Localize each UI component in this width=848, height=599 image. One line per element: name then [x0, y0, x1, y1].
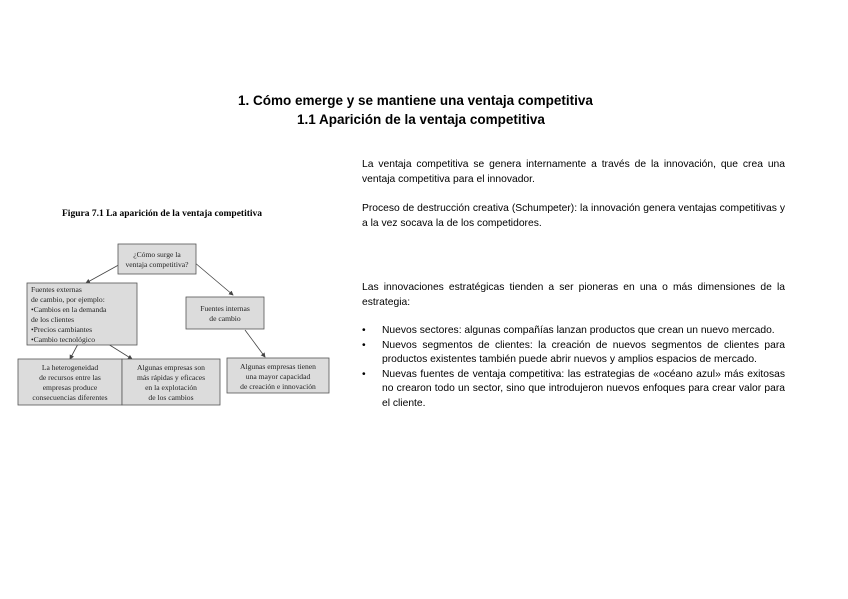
- paragraph-creative-destruction: Proceso de destrucción creativa (Schumpeter): la innovación genera ventajas competitivas y a la vez socava la de los competidores.: [362, 203, 785, 229]
- capacity-box-line: una mayor capacidad: [245, 372, 311, 381]
- heterogeneity-box-line: empresas produce: [42, 383, 98, 392]
- paragraph-internal-innovation: La ventaja competitiva se genera internamente a través de la innovación, que crea una ventaja competitiva para el innovador.: [362, 159, 785, 185]
- arrow-external-to-faster: [108, 344, 132, 359]
- list-item-text: Nuevos segmentos de clientes: la creación de nuevos segmentos de clientes para productos existentes también puede abrir nuevos y amplios espacios de mercado.: [382, 339, 785, 366]
- top-box-line: ¿Cómo surge la: [133, 250, 181, 259]
- list-item-text: Nuevos sectores: algunas compañías lanzan productos que crean un nuevo mercado.: [382, 325, 775, 336]
- list-item: [362, 339, 785, 368]
- external-box-line: de los clientes: [31, 315, 75, 324]
- bullet-icon: •: [362, 339, 366, 351]
- external-box-line: •Cambios en la demanda: [31, 305, 107, 314]
- main-title: 1. Cómo emerge y se mantiene una ventaja competitiva: [238, 93, 593, 108]
- heterogeneity-box-line: La heterogeneidad: [41, 363, 99, 372]
- external-box-line: de cambio, por ejemplo:: [31, 295, 105, 304]
- list-item: [362, 324, 785, 339]
- external-box-line: Fuentes externas: [31, 285, 82, 294]
- top-box: [118, 244, 196, 274]
- capacity-box-line: de creación e innovación: [240, 382, 316, 391]
- faster-box-line: más rápidas y eficaces: [136, 373, 206, 382]
- figure-caption: Figura 7.1 La aparición de la ventaja competitiva: [62, 209, 263, 219]
- bullet-icon: •: [362, 368, 366, 380]
- heterogeneity-box-line: de recursos entre las: [39, 373, 101, 382]
- arrow-top-to-internal: [194, 262, 233, 295]
- faster-box-line: en la explotación: [145, 383, 197, 392]
- heterogeneity-box-line: consecuencias diferentes: [32, 393, 108, 402]
- list-item-text: Nuevas fuentes de ventaja competitiva: las estrategias de «océano azul» más exitosas no crearon todo un sector, sino que introdujeron nuevos enfoques para crear valor para el cliente.: [382, 368, 785, 409]
- capacity-box: [227, 358, 329, 393]
- faster-box-line: Algunas empresas son: [137, 363, 205, 372]
- external-box-line: •Cambio tecnológico: [31, 335, 96, 344]
- sub-title: 1.1 Aparición de la ventaja competitiva: [297, 112, 545, 127]
- faster-box-line: de los cambios: [148, 393, 194, 402]
- list-item: [362, 368, 785, 412]
- internal-box-line: de cambio: [209, 314, 241, 323]
- internal-box-line: Fuentes internas: [200, 304, 250, 313]
- top-box-line: ventaja competitiva?: [125, 260, 189, 269]
- external-sources-box: [27, 283, 137, 345]
- capacity-box-line: Algunas empresas tienen: [240, 362, 316, 371]
- innovation-dimensions-list: [362, 324, 785, 412]
- bullet-icon: •: [362, 325, 366, 336]
- paragraph-strategic-innovations: Las innovaciones estratégicas tienden a ser pioneras en una o más dimensiones de la estrategia:: [362, 282, 785, 308]
- arrow-external-to-heterogeneity: [70, 344, 78, 359]
- arrow-internal-to-capacity: [245, 330, 265, 357]
- faster-firms-box: [122, 359, 220, 405]
- heterogeneity-box: [18, 359, 122, 405]
- external-box-line: •Precios cambiantes: [31, 325, 93, 334]
- internal-sources-box: [186, 297, 264, 329]
